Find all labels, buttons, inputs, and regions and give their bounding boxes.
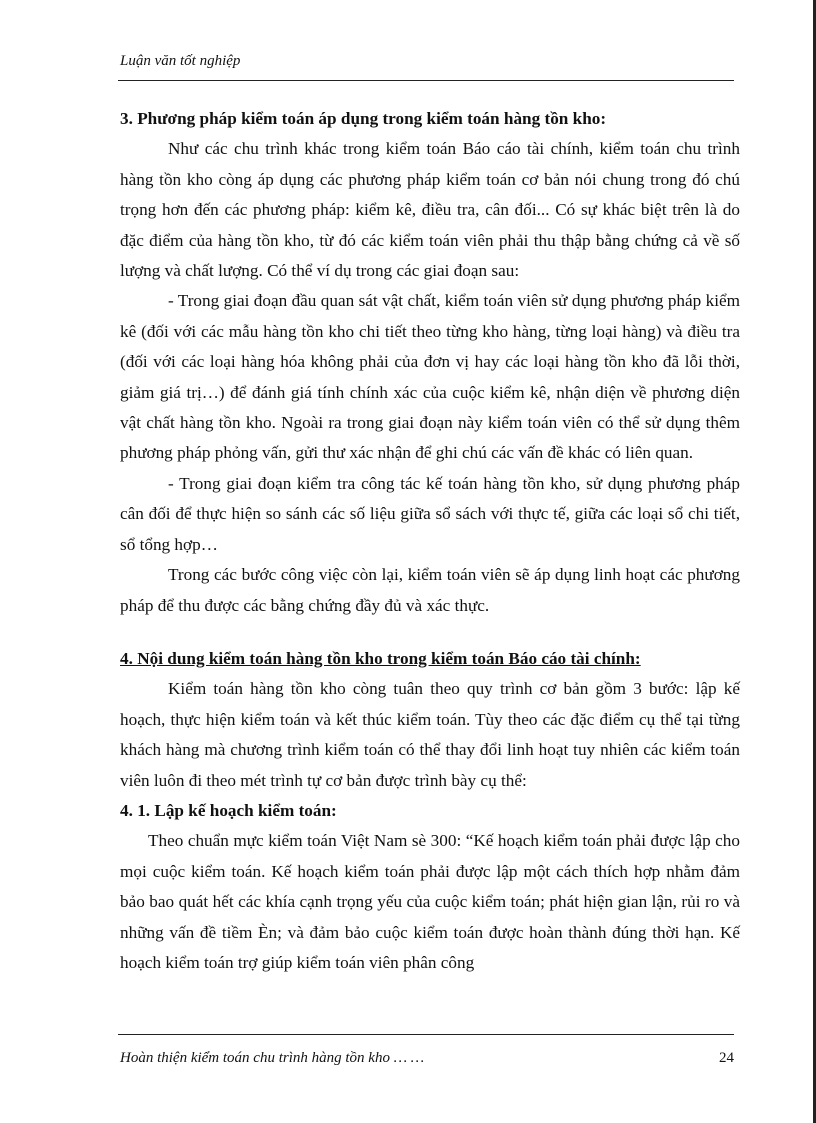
section-3-paragraph-3: - Trong giai đoạn kiểm tra công tác kế toán hàng tồn kho, sử dụng phương pháp cân đối để thực hiện so sánh các số liệu giữa sổ sách với thực tế, giữa các loại sổ chi tiết, sổ tổng hợp…: [120, 473, 740, 554]
section-3-paragraph-1: Như các chu trình khác trong kiểm toán Báo cáo tài chính, kiểm toán chu trình hàng tồn kho còng áp dụng các phương pháp kiểm toán cơ bản nói chung trong đó chú trọng hơn đến các phương pháp: kiểm kê, điều tra, cân đối... Có sự khác biệt trên là do đặc điểm của hàng tồn kho, từ đó các kiểm toán viên phải thu thập bằng chứng cả về số lượng và chất lượng. Có thể ví dụ trong các giai đoạn sau:: [120, 139, 740, 281]
page-number: 24: [719, 1050, 734, 1066]
section-3-heading: 3. Phương pháp kiểm toán áp dụng trong kiểm toán hàng tồn kho:: [120, 109, 607, 128]
section-4-1-paragraph-1: Theo chuẩn mực kiểm toán Việt Nam sè 300: “Kế hoạch kiểm toán phải được lập cho mọi cuộc kiểm toán. Kế hoạch kiểm toán phải được lập một cách thích hợp nhằm đảm bảo bao quát hết các khía cạnh trọng yếu của cuộc kiểm toán; phát hiện gian lận, rủi ro và những vấn đề tiềm Èn; và đảm bảo cuộc kiểm toán được hoàn thành đúng thời hạn. Kế hoạch kiểm toán trợ giúp kiểm toán viên phân công: [120, 831, 740, 972]
header-divider: [118, 80, 734, 81]
section-3-paragraph-4: Trong các bước công việc còn lại, kiểm toán viên sẽ áp dụng linh hoạt các phương pháp để thu được các bằng chứng đầy đủ và xác thực.: [120, 565, 740, 615]
footer-divider: [118, 1034, 734, 1035]
section-4-paragraph-1: Kiểm toán hàng tồn kho còng tuân theo quy trình cơ bản gồm 3 bước: lập kế hoạch, thực hiện kiểm toán và kết thúc kiểm toán. Tùy theo các đặc điểm cụ thể tại từng khách hàng mà chương trình kiểm toán có thể thay đổi linh hoạt tuy nhiên các kiểm toán viên luôn đi theo mét trình tự cơ bản được trình bày cụ thể:: [120, 679, 740, 790]
section-3-paragraph-2: - Trong giai đoạn đầu quan sát vật chất, kiểm toán viên sử dụng phương pháp kiểm kê (đối với các mẫu hàng tồn kho chi tiết theo từng kho hàng, từng loại hàng) và điều tra (đối với các loại hàng hóa không phải của đơn vị hay các loại hàng tồn kho đã lỗi thời, giảm giá trị…) để đánh giá tính chính xác của cuộc kiểm kê, nhận diện về phương diện vật chất hàng tồn kho. Ngoài ra trong giai đoạn này kiểm toán viên có thể sử dụng thêm phương pháp phỏng vấn, gửi thư xác nhận để ghi chú các vấn đề khác có liên quan.: [120, 291, 740, 463]
section-4-1-heading: 4. 1. Lập kế hoạch kiểm toán:: [120, 800, 337, 820]
section-gap: [120, 621, 740, 644]
running-header: Luận văn tốt nghiệp: [120, 53, 241, 69]
running-footer: Hoàn thiện kiểm toán chu trình hàng tồn kho … …: [120, 1050, 425, 1066]
section-4-heading: 4. Nội dung kiểm toán hàng tồn kho trong kiểm toán Báo cáo tài chính:: [120, 648, 641, 668]
page-body: [120, 104, 740, 978]
